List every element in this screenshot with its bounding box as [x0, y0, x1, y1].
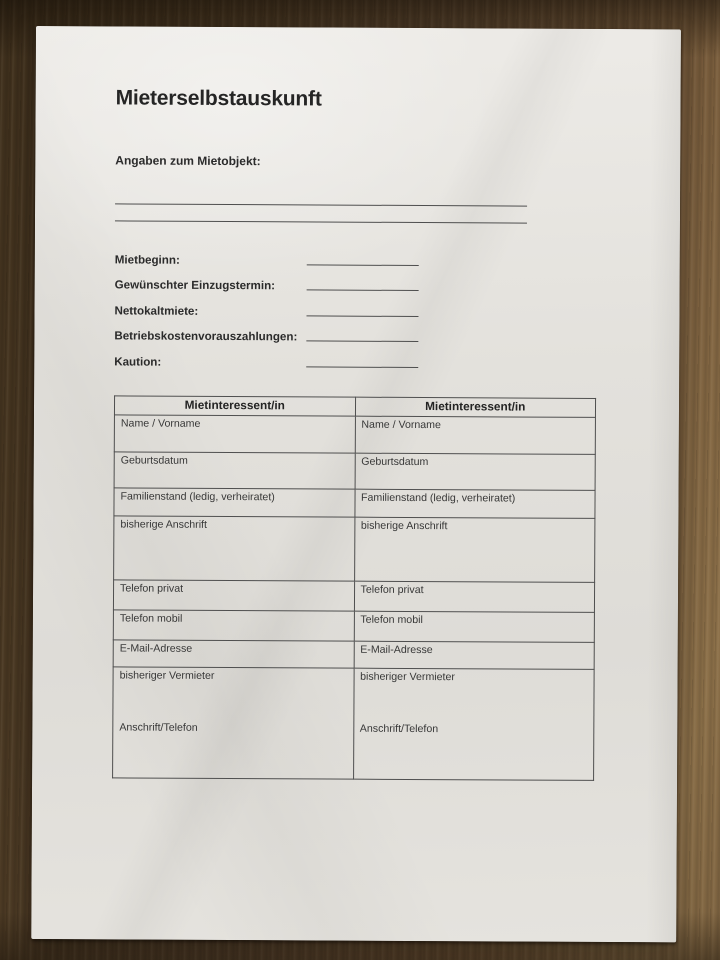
field-row-betriebskosten: [114, 327, 564, 355]
field-label: Gewünschter Einzugstermin:: [114, 278, 276, 293]
field-fill-line: [306, 315, 418, 317]
vermieter-label: bisheriger Vermieter: [119, 669, 215, 682]
table-cell-anschrift-1: bisherige Anschrift: [114, 516, 355, 581]
field-row-nettokaltmiete: [114, 301, 564, 329]
table-cell-name-1: Name / Vorname: [114, 415, 355, 453]
field-fill-line: [306, 366, 418, 368]
field-fill-line: [306, 341, 418, 343]
form-paper-sheet: [31, 26, 681, 942]
field-label: Nettokaltmiete:: [114, 304, 199, 318]
field-fill-line: [307, 290, 419, 292]
applicants-table: [112, 395, 596, 781]
field-row-einzugstermin: [115, 276, 565, 304]
table-row-bisherige-anschrift: [114, 516, 595, 583]
table-cell-geburtsdatum-2: Geburtsdatum: [355, 453, 596, 490]
table-cell-familienstand-1: Familienstand (ledig, verheiratet): [114, 488, 355, 517]
field-label: Mietbeginn:: [114, 253, 180, 267]
table-row-telefon-mobil: [113, 610, 594, 643]
table-row-bisheriger-vermieter: [113, 667, 595, 781]
rental-object-blank-line-2: [115, 220, 527, 223]
table-cell-telefon-privat-1: Telefon privat: [113, 580, 354, 611]
table-cell-telefon-mobil-2: Telefon mobil: [354, 611, 595, 642]
field-label: Betriebskostenvorauszahlungen:: [114, 329, 298, 344]
table-cell-vermieter-1: [113, 667, 354, 779]
field-row-mietbeginn: [115, 250, 565, 278]
table-row-name: [114, 415, 595, 455]
rental-terms-fields: [114, 250, 565, 379]
page-title: Mieterselbstauskunft: [115, 86, 322, 111]
anschrift-telefon-label: Anschrift/Telefon: [119, 721, 198, 734]
field-fill-line: [307, 264, 419, 266]
rental-object-blank-line-1: [115, 203, 527, 206]
rental-object-section-label: Angaben zum Mietobjekt:: [115, 153, 261, 169]
vermieter-label: bisheriger Vermieter: [360, 670, 455, 684]
table-row-geburtsdatum: [114, 452, 595, 491]
table-header-cell-applicant-2: Mietinteressent/in: [355, 397, 596, 417]
table-cell-email-2: E-Mail-Adresse: [354, 641, 595, 669]
table-row-telefon-privat: [113, 580, 594, 613]
table-cell-telefon-privat-2: Telefon privat: [354, 581, 595, 612]
table-header-cell-applicant-1: Mietinteressent/in: [114, 396, 355, 416]
table-cell-email-1: E-Mail-Adresse: [113, 640, 354, 668]
table-cell-geburtsdatum-1: Geburtsdatum: [114, 452, 355, 489]
table-cell-familienstand-2: Familienstand (ledig, verheiratet): [354, 489, 595, 518]
table-header-row: [114, 396, 595, 418]
field-label: Kaution:: [114, 354, 162, 369]
table-cell-name-2: Name / Vorname: [355, 416, 596, 454]
table-cell-telefon-mobil-1: Telefon mobil: [113, 610, 354, 641]
table-row-email: [113, 640, 594, 670]
anschrift-telefon-label: Anschrift/Telefon: [359, 722, 439, 736]
table-cell-vermieter-2: [353, 668, 594, 780]
field-row-kaution: [114, 352, 564, 380]
table-cell-anschrift-2: bisherige Anschrift: [354, 517, 595, 582]
table-row-familienstand: [114, 488, 595, 519]
